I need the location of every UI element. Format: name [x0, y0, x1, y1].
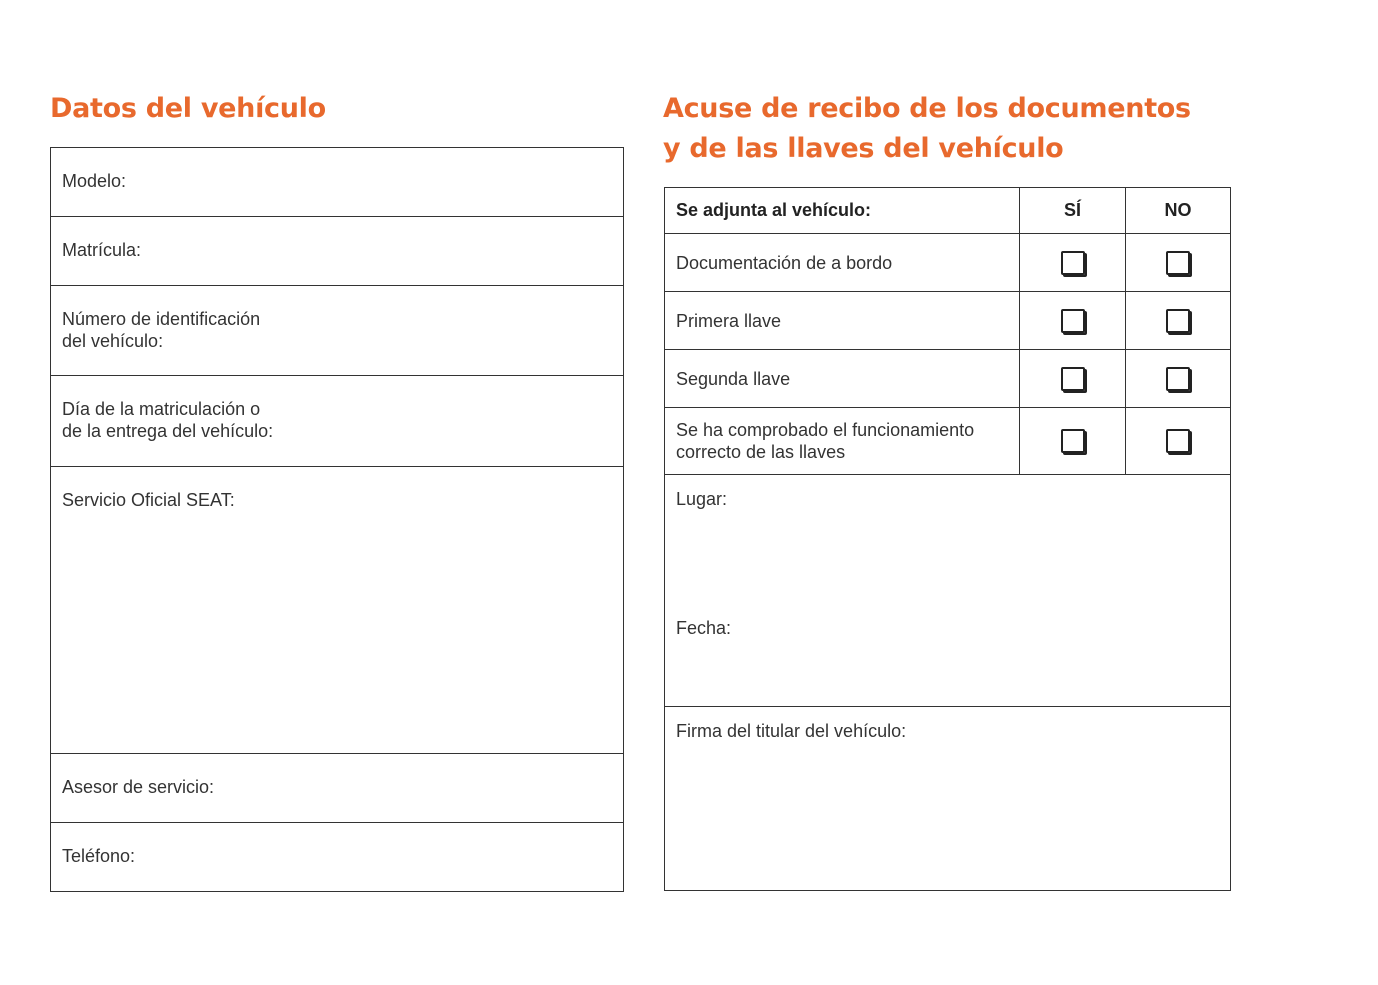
keys-checked-yes-checkbox[interactable] — [1061, 429, 1085, 453]
signature-field[interactable] — [665, 707, 1231, 891]
attached-header: Se adjunta al vehículo: — [665, 188, 1020, 234]
registration-date-label-line2: de la entrega del vehículo: — [62, 421, 274, 441]
phone-field[interactable] — [51, 823, 624, 892]
onboard-docs-label: Documentación de a bordo — [665, 234, 1020, 292]
onboard-docs-no-checkbox[interactable] — [1166, 251, 1190, 275]
license-plate-label: Matrícula: — [62, 240, 142, 260]
keys-checked-label — [665, 408, 1020, 475]
service-advisor-field[interactable] — [51, 754, 624, 823]
keys-checked-line2: correcto de las llaves — [676, 442, 846, 462]
second-key-no-checkbox[interactable] — [1166, 367, 1190, 391]
yes-header: SÍ — [1020, 188, 1126, 234]
license-plate-field[interactable] — [51, 217, 624, 286]
registration-date-field[interactable] — [51, 376, 624, 467]
onboard-docs-yes-checkbox[interactable] — [1061, 251, 1085, 275]
vin-label: Número de identificación — [62, 309, 261, 329]
phone-label: Teléfono: — [62, 846, 136, 866]
registration-date-label: Día de la matriculación o — [62, 399, 261, 419]
keys-checked-no-checkbox[interactable] — [1166, 429, 1190, 453]
vehicle-data-form — [50, 147, 624, 892]
model-label: Modelo: — [62, 171, 127, 191]
second-key-label: Segunda llave — [665, 350, 1020, 408]
acknowledgement-form — [664, 187, 1231, 891]
first-key-label: Primera llave — [665, 292, 1020, 350]
model-field[interactable] — [51, 148, 624, 217]
first-key-no-checkbox[interactable] — [1166, 309, 1190, 333]
vin-label-line2: del vehículo: — [62, 331, 164, 351]
vehicle-data-title: Datos del vehículo — [50, 93, 326, 124]
acknowledgement-title: Acuse de recibo de los documentos y de las llaves del vehículo — [663, 93, 1191, 164]
date-label: Fecha: — [676, 618, 732, 638]
signature-label: Firma del titular del vehículo: — [676, 721, 907, 741]
service-advisor-label: Asesor de servicio: — [62, 777, 215, 797]
place-label: Lugar: — [676, 489, 728, 509]
first-key-yes-checkbox[interactable] — [1061, 309, 1085, 333]
place-date-field[interactable] — [665, 475, 1231, 707]
official-service-field[interactable] — [51, 467, 624, 754]
vin-field[interactable] — [51, 286, 624, 376]
second-key-yes-checkbox[interactable] — [1061, 367, 1085, 391]
keys-checked-line1: Se ha comprobado el funcionamiento — [676, 420, 975, 440]
official-service-label: Servicio Oficial SEAT: — [62, 490, 235, 510]
no-header: NO — [1126, 188, 1231, 234]
